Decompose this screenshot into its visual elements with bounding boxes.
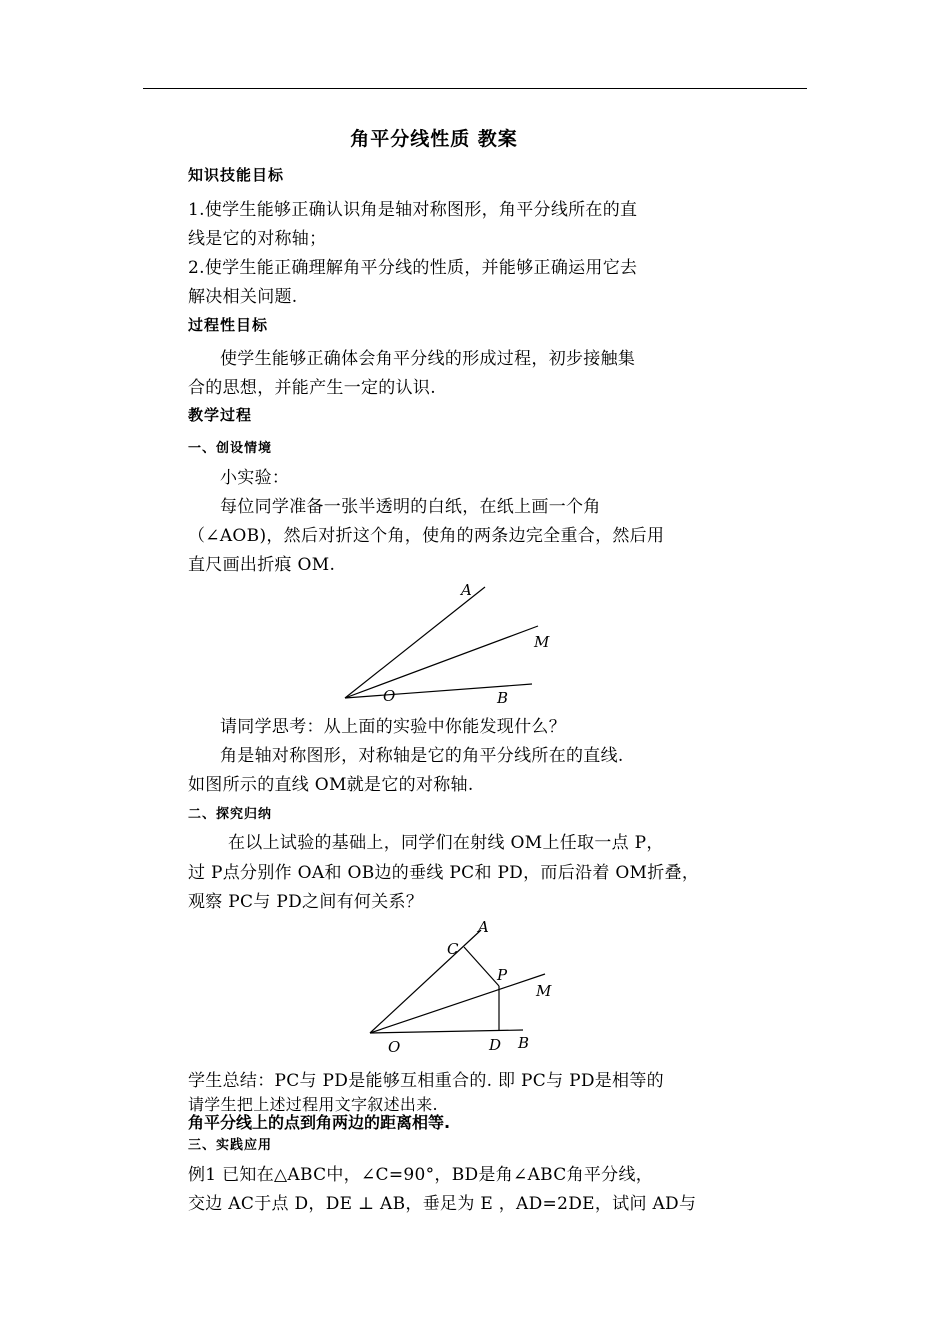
fig1-label-O: O: [383, 687, 396, 705]
experiment-line-1: 每位同学准备一张半透明的白纸，在纸上画一个角: [220, 497, 601, 517]
fig2-label-C: C: [447, 940, 459, 958]
heading-part1: 一、创设情境: [188, 441, 273, 456]
heading-knowledge-goals: 知识技能目标: [188, 166, 285, 184]
fig2-label-A: A: [478, 918, 489, 936]
example-line-2: 交边 AC于点 D，DE ⊥ AB，垂足为 E ，AD=2DE，试问 AD与: [188, 1194, 697, 1214]
heading-process-goals: 过程性目标: [188, 316, 269, 334]
fig1-label-B: B: [497, 689, 509, 707]
fig2-label-D: D: [489, 1036, 502, 1054]
heading-part2: 二、探究归纳: [188, 807, 273, 822]
knowledge-line-3: 2.使学生能正确理解角平分线的性质，并能够正确运用它去: [188, 258, 638, 278]
fig2-label-P: P: [497, 966, 508, 984]
heading-teaching-process: 教学过程: [188, 406, 253, 424]
example-line-1: 例1 已知在△ABC中，∠C=90°，BD是角∠ABC角平分线，: [188, 1165, 654, 1185]
fig1-label-M: M: [534, 633, 550, 651]
fig2-label-O: O: [388, 1038, 401, 1056]
process-line-2: 合的思想，并能产生一定的认识.: [188, 378, 436, 398]
explore-line-2: 过 P点分别作 OA和 OB边的垂线 PC和 PD，而后沿着 OM折叠，: [188, 863, 700, 883]
figure-perpendiculars: [360, 910, 560, 1060]
fig1-label-A: A: [461, 581, 472, 599]
explore-line-1: 在以上试验的基础上，同学们在射线 OM上任取一点 P，: [228, 833, 664, 853]
process-line-1: 使学生能够正确体会角平分线的形成过程，初步接触集: [220, 349, 636, 369]
experiment-line-2: （∠AOB)，然后对折这个角，使角的两条边完全重合，然后用: [188, 526, 665, 546]
experiment-line-3: 直尺画出折痕 OM.: [188, 555, 336, 575]
explore-line-3: 观察 PC与 PD之间有何关系？: [188, 892, 424, 912]
figure-angle-bisector: [340, 575, 560, 710]
fig2-label-M: M: [536, 982, 552, 1000]
knowledge-line-4: 解决相关问题.: [188, 287, 298, 307]
conclusion-text: 角平分线上的点到角两边的距离相等.: [188, 1113, 451, 1132]
student-summary: 学生总结：PC与 PD是能够互相重合的. 即 PC与 PD是相等的: [188, 1071, 664, 1091]
page-title: 角平分线性质 教案: [350, 128, 518, 150]
heading-part3: 三、实践应用: [188, 1138, 273, 1153]
answer-line-1: 角是轴对称图形，对称轴是它的角平分线所在的直线.: [220, 746, 624, 766]
header-rule: [143, 88, 807, 89]
instruction-text: 请学生把上述过程用文字叙述出来.: [188, 1095, 438, 1114]
answer-line-2: 如图所示的直线 OM就是它的对称轴.: [188, 775, 474, 795]
experiment-label: 小实验：: [220, 468, 290, 488]
knowledge-line-2: 线是它的对称轴；: [188, 229, 327, 249]
question-text: 请同学思考：从上面的实验中你能发现什么？: [220, 717, 566, 737]
fig2-label-B: B: [518, 1034, 530, 1052]
knowledge-line-1: 1.使学生能够正确认识角是轴对称图形，角平分线所在的直: [188, 200, 638, 220]
